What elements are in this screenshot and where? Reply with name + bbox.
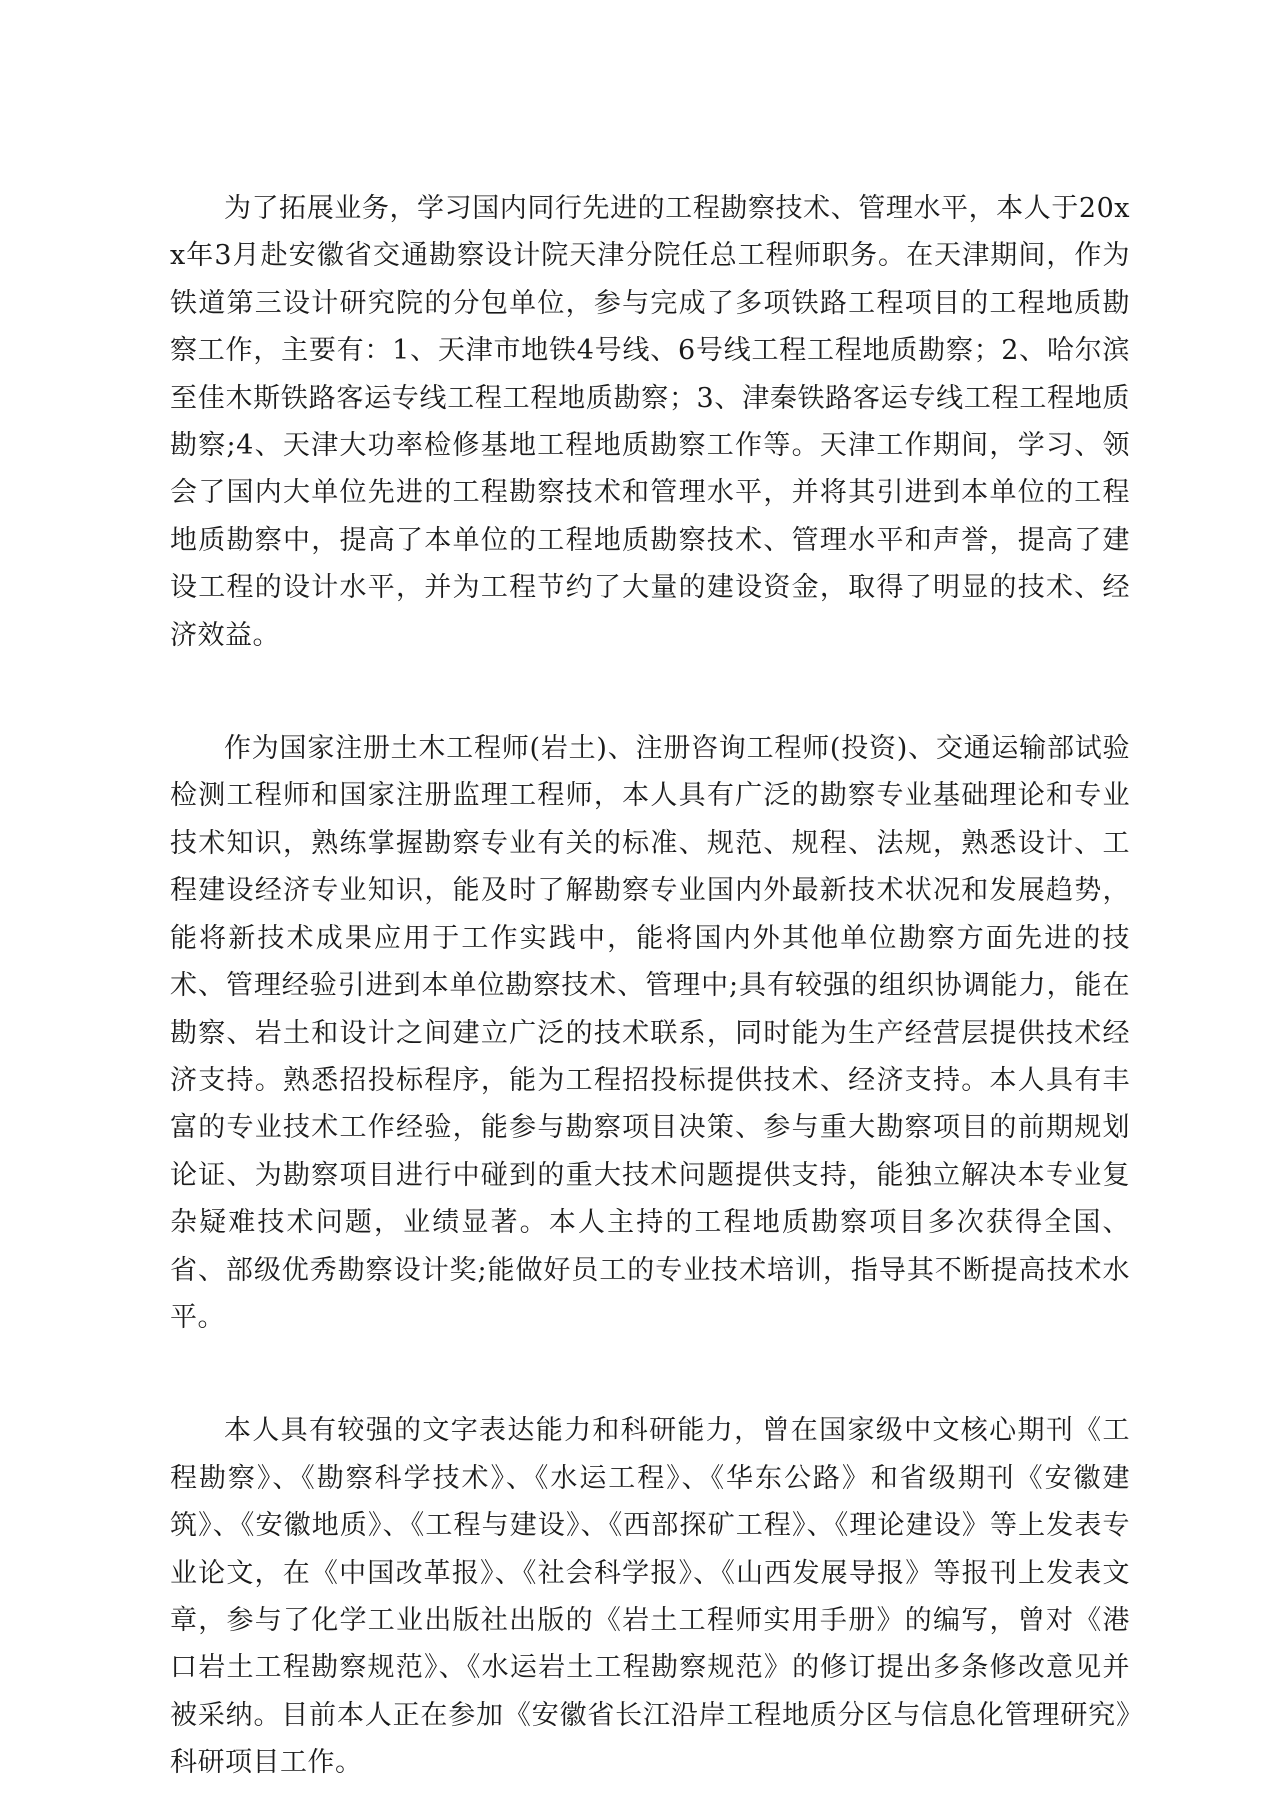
document-body	[170, 185, 1130, 1787]
paragraph-business-expansion: 为了拓展业务，学习国内同行先进的工程勘察技术、管理水平，本人于20xx年3月赴安徽省交通勘察设计院天津分院任总工程师职务。在天津期间，作为铁道第三设计研究院的分包单位，参与完成了多项铁路工程项目的工程地质勘察工作，主要有：1、天津市地铁4号线、6号线工程工程地质勘察；2、哈尔滨至佳木斯铁路客运专线工程工程地质勘察；3、津秦铁路客运专线工程工程地质勘察;4、天津大功率检修基地工程地质勘察工作等。天津工作期间，学习、领会了国内大单位先进的工程勘察技术和管理水平，并将其引进到本单位的工程地质勘察中，提高了本单位的工程地质勘察技术、管理水平和声誉，提高了建设工程的设计水平，并为工程节约了大量的建设资金，取得了明显的技术、经济效益。	[170, 193, 1130, 651]
paragraph-professional-qualifications: 作为国家注册土木工程师(岩土)、注册咨询工程师(投资)、交通运输部试验检测工程师和国家注册监理工程师，本人具有广泛的勘察专业基础理论和专业技术知识，熟练掌握勘察专业有关的标准、规范、规程、法规，熟悉设计、工程建设经济专业知识，能及时了解勘察专业国内外最新技术状况和发展趋势，能将新技术成果应用于工作实践中，能将国内外其他单位勘察方面先进的技术、管理经验引进到本单位勘察技术、管理中;具有较强的组织协调能力，能在勘察、岩土和设计之间建立广泛的技术联系，同时能为生产经营层提供技术经济支持。熟悉招投标程序，能为工程招投标提供技术、经济支持。本人具有丰富的专业技术工作经验，能参与勘察项目决策、参与重大勘察项目的前期规划论证、为勘察项目进行中碰到的重大技术问题提供支持，能独立解决本专业复杂疑难技术问题，业绩显著。本人主持的工程地质勘察项目多次获得全国、省、部级优秀勘察设计奖;能做好员工的专业技术培训，指导其不断提高技术水平。	[170, 733, 1130, 1333]
paragraph-research-publications: 本人具有较强的文字表达能力和科研能力，曾在国家级中文核心期刊《工程勘察》、《勘察科学技术》、《水运工程》、《华东公路》和省级期刊《安徽建筑》、《安徽地质》、《工程与建设》、《西部探矿工程》、《理论建设》等上发表专业论文，在《中国改革报》、《社会科学报》、《山西发展导报》等报刊上发表文章，参与了化学工业出版社出版的《岩土工程师实用手册》的编写，曾对《港口岩土工程勘察规范》、《水运岩土工程勘察规范》的修订提出多条修改意见并被采纳。目前本人正在参加《安徽省长江沿岸工程地质分区与信息化管理研究》科研项目工作。	[170, 1415, 1130, 1779]
